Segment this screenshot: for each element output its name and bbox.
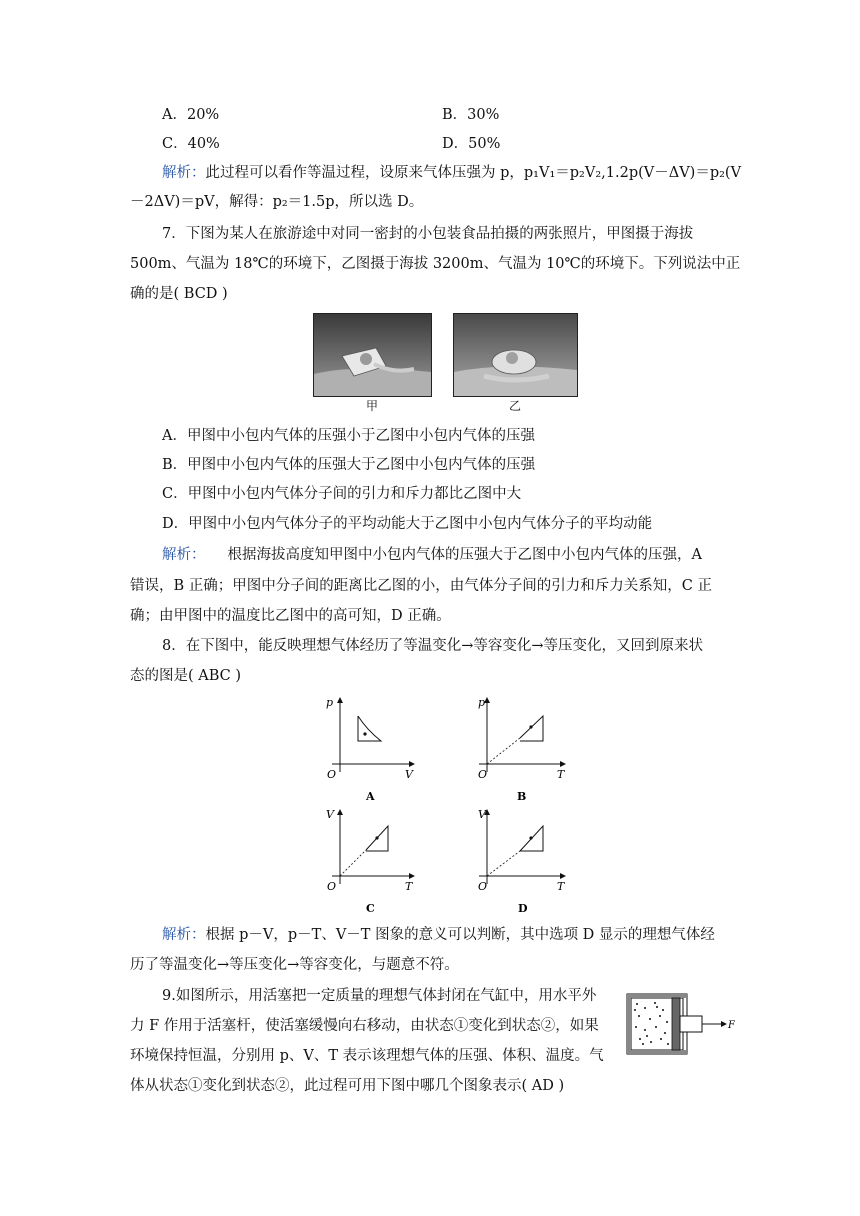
analysis-tag: 解析： xyxy=(162,547,206,563)
piston-rod xyxy=(680,1016,702,1032)
q9-stem-line2: 力 F 作用于活塞杆，使活塞缓慢向右移动，由状态①变化到状态②，如果 xyxy=(130,1018,599,1034)
analysis-text: 根据 p－V，p－T、V－T 图象的意义可以判断，其中选项 D 显示的理想气体经 xyxy=(205,927,715,943)
graph-d-y-label: V xyxy=(478,808,486,821)
q8-analysis-line1 xyxy=(162,925,715,945)
graph-c-y-label: V xyxy=(326,808,334,821)
q7-option-a: A．甲图中小包内气体的压强小于乙图中小包内气体的压强 xyxy=(162,428,535,444)
q7-stem-line3: 确的是( BCD ) xyxy=(130,286,228,302)
analysis-text: 根据海拔高度知甲图中小包内气体的压强大于乙图中小包内气体的压强，A xyxy=(227,547,702,563)
graph-d-origin: O xyxy=(478,880,488,893)
q7-option-d: D．甲图中小包内气体分子的平均动能大于乙图中小包内气体分子的平均动能 xyxy=(162,516,653,532)
q7-option-b: B．甲图中小包内气体的压强大于乙图中小包内气体的压强 xyxy=(162,457,536,473)
graph-a xyxy=(326,696,414,803)
q7-stem-line1: 7．下图为某人在旅游途中对同一密封的小包装食品拍摄的两张照片，甲图摄于海拔 xyxy=(162,226,694,242)
q8-stem-line1: 8．在下图中，能反映理想气体经历了等温变化→等容变化→等压变化，又回到原来状 xyxy=(162,638,704,654)
piston xyxy=(672,998,680,1050)
q6-option-a: A．20% xyxy=(162,107,220,123)
graph-c xyxy=(326,808,414,915)
analysis-tag: 解析： xyxy=(162,927,206,943)
graph-b-origin: O xyxy=(478,768,488,781)
analysis-tag: 解析： xyxy=(162,165,206,181)
graph-c-x-label: T xyxy=(405,880,413,893)
q9-stem-line4: 体从状态①变化到状态②，此过程可用下图中哪几个图象表示( AD ) xyxy=(130,1078,565,1094)
q9-stem-line3: 环境保持恒温，分别用 p、V、T 表示该理想气体的压强、体积、温度。气 xyxy=(130,1048,604,1064)
graph-b-y-label: p xyxy=(478,696,486,709)
graph-c-origin: O xyxy=(327,880,337,893)
q7-stem-line2: 500m、气温为 18℃的环境下，乙图摄于海拔 3200m、气温为 10℃的环境下。下列说法中正 xyxy=(130,256,741,272)
graph-b xyxy=(478,696,566,803)
q8-analysis-line2: 历了等温变化→等压变化→等容变化，与题意不符。 xyxy=(130,957,459,973)
graph-c-label: C xyxy=(366,902,375,915)
graph-d-label: D xyxy=(518,902,528,915)
graph-a-origin: O xyxy=(327,768,337,781)
q6-option-c: C．40% xyxy=(162,136,220,152)
photo-caption-yi: 乙 xyxy=(508,399,521,413)
analysis-text: 此过程可以看作等温过程，设原来气体压强为 p，p₁V₁＝p₂V₂,1.2p(V－ΔV)＝p₂(V xyxy=(205,165,742,181)
graph-a-y-label: p xyxy=(326,696,334,709)
graph-a-x-label: V xyxy=(405,768,413,781)
q7-option-c: C．甲图中小包内气体分子间的引力和斥力都比乙图中大 xyxy=(162,486,522,502)
q7-analysis-line3: 确；由甲图中的温度比乙图中的高可知，D 正确。 xyxy=(130,608,451,624)
q8-stem-line2: 态的图是( ABC ) xyxy=(130,668,242,684)
q6-option-d: D．50% xyxy=(442,136,501,152)
graph-b-label: B xyxy=(517,790,527,803)
q7-analysis-line2: 错误，B 正确；甲图中分子间的距离比乙图的小，由气体分子间的引力和斥力关系知，C 正 xyxy=(130,578,712,594)
q6-option-b: B．30% xyxy=(442,107,500,123)
q6-analysis-line2: －2ΔV)＝pV，解得：p₂＝1.5p，所以选 D。 xyxy=(130,194,424,210)
q9-stem-line1: 9.如图所示，用活塞把一定质量的理想气体封闭在气缸中，用水平外 xyxy=(162,988,597,1004)
graph-d-x-label: T xyxy=(557,880,565,893)
graph-a-label: A xyxy=(366,790,375,803)
graph-d xyxy=(478,808,566,915)
cylinder-diagram xyxy=(625,992,735,1058)
force-label: F xyxy=(728,1020,735,1031)
photo-caption-jia: 甲 xyxy=(365,399,378,413)
graph-b-x-label: T xyxy=(557,768,565,781)
